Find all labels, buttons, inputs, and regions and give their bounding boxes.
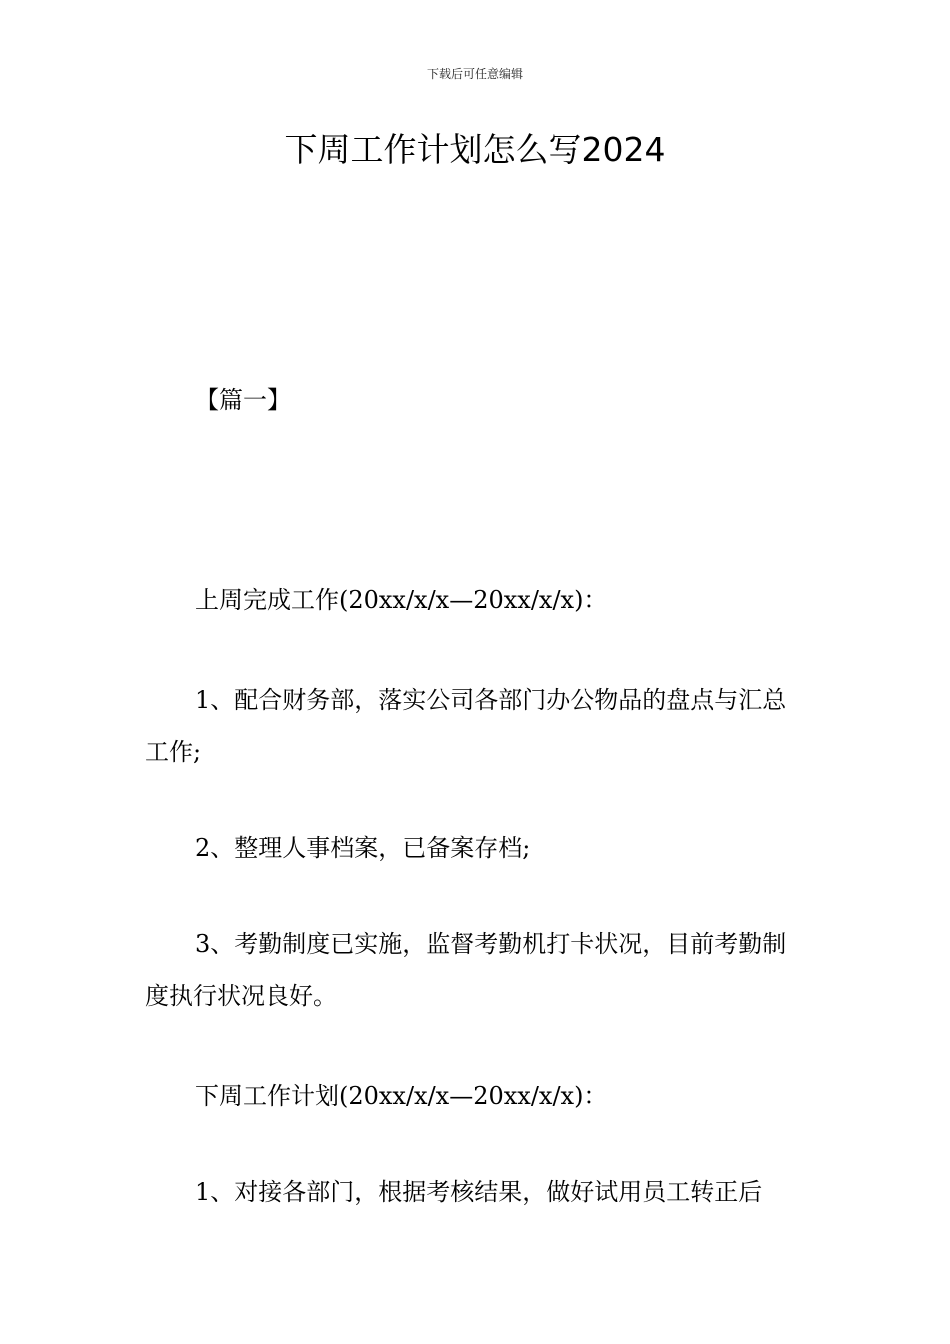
- paragraph-next-item-1: 1、对接各部门，根据考核结果，做好试用员工转正后: [195, 1178, 763, 1206]
- paragraph-next-week-heading: 下周工作计划(20xx/x/x—20xx/x/x)：: [195, 1082, 608, 1110]
- paragraph-item-2: 2、整理人事档案，已备案存档;: [195, 834, 531, 862]
- paragraph-item-3: 3、考勤制度已实施，监督考勤机打卡状况，目前考勤制度执行状况良好。: [145, 930, 787, 1010]
- document-title: 下周工作计划怎么写2024: [284, 130, 666, 169]
- paragraph-last-week-heading: 上周完成工作(20xx/x/x—20xx/x/x)：: [195, 586, 608, 614]
- header-note: 下载后可任意编辑: [426, 67, 523, 81]
- paragraph-item-1: 1、配合财务部，落实公司各部门办公物品的盘点与汇总工作;: [145, 686, 787, 766]
- section-label: 【篇一】: [195, 386, 291, 414]
